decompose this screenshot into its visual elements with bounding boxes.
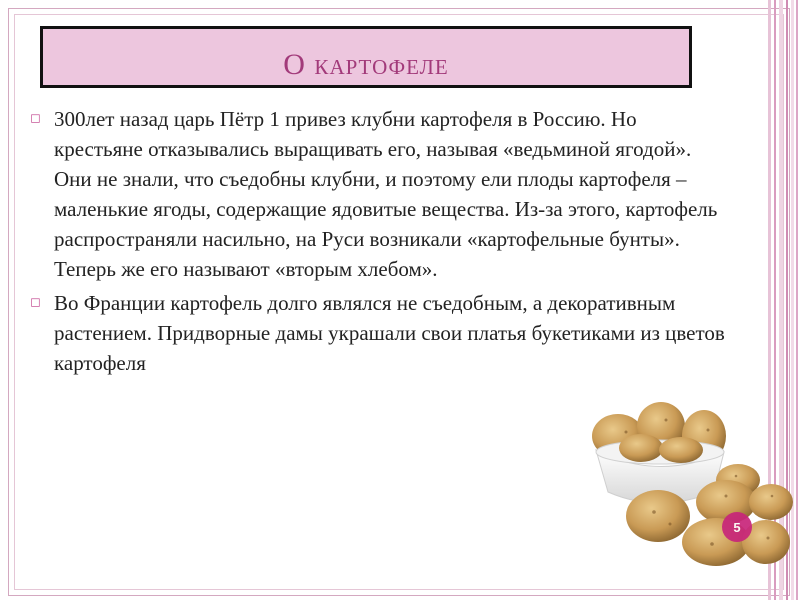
bullet-item [30, 104, 730, 284]
page-number: 5 [733, 519, 741, 535]
slide-content [30, 104, 730, 382]
potatoes-in-bowl-image [586, 392, 800, 582]
bullet-item [30, 288, 730, 378]
bullet-text: 300лет назад царь Пётр 1 привез клубни картофеля в Россию. Но крестьяне отказывались выращивать его, называя «ведьминой ягодой». Они не знали, что съедобны клубни, и поэтому ели плоды картофеля – маленькие ягоды, содержащие ядовитые вещества. Из-за этого, картофель распространяли насильно, на Руси возникали «картофельные бунты». Теперь же его называют «вторым хлебом». [54, 107, 718, 281]
slide-title: О картофеле [283, 48, 449, 81]
title-box [40, 26, 692, 88]
bullet-icon: ◻ [30, 295, 41, 310]
bullet-icon: ◻ [30, 111, 41, 126]
page-number-badge [722, 512, 752, 542]
bullet-text: Во Франции картофель долго являлся не съедобным, а декоративным растением. Придворные дамы украшали свои платья букетиками из цветов картофеля [54, 291, 725, 375]
